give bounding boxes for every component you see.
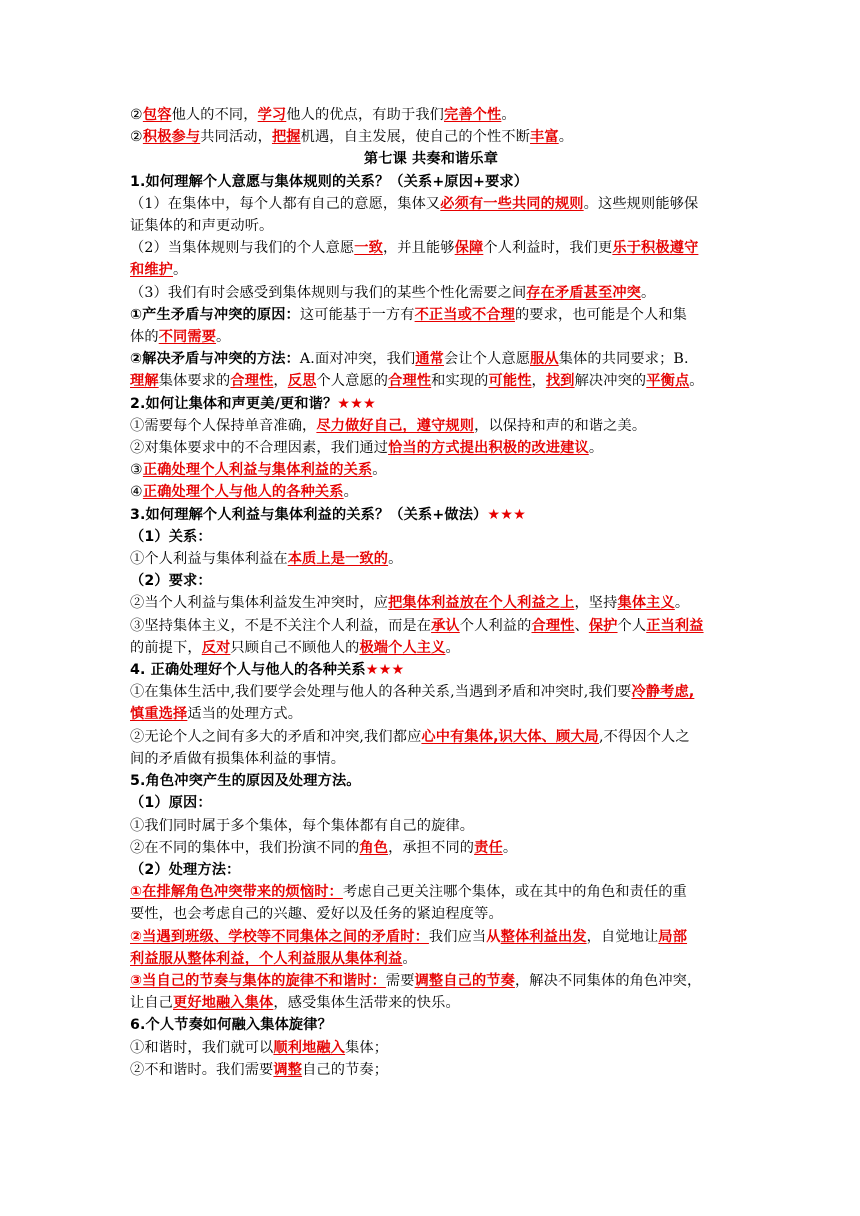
highlight-key-phrase: ②当遇到班级、学校等不同集体之间的矛盾时： <box>130 928 429 945</box>
text-run: 证集体的和声更动听。 <box>130 218 274 235</box>
highlight-key-phrase: 调整 <box>273 1061 303 1078</box>
text-line <box>130 703 732 725</box>
highlight-key-phrase: 更好地融入集体 <box>173 995 274 1012</box>
highlight-key-phrase: 一致 <box>354 240 383 257</box>
text-run: ，感受集体生活带来的快乐。 <box>273 995 460 1012</box>
text-run: 自己的节奏； <box>302 1061 389 1078</box>
highlight-key-phrase: 本质上是一致的 <box>287 551 389 568</box>
text-run: ，并且能够 <box>382 240 455 257</box>
text-run: ②不和谐时。我们需要 <box>130 1061 274 1078</box>
question-heading <box>130 171 732 193</box>
text-line <box>130 237 732 259</box>
highlight-key-phrase: 正确处理个人利益与集体利益的关系 <box>142 462 373 479</box>
highlight-key-phrase: 利益服从整体利益，个人利益服从集体利益 <box>130 950 403 967</box>
text-line <box>130 548 732 570</box>
text-run: 集体； <box>345 1039 389 1056</box>
text-run: （1）在集体中，每个人都有自己的意愿，集体又 <box>130 195 441 212</box>
text-run: 只顾自己不顾他人的 <box>230 639 360 656</box>
text-line <box>130 992 732 1014</box>
text-run: 个人意愿的 <box>316 373 389 390</box>
highlight-key-phrase: 保护 <box>588 617 618 634</box>
question-heading <box>130 393 732 415</box>
highlight-key-phrase: 把集体利益放在个人利益之上 <box>388 595 575 612</box>
text-run: ①和谐时，我们就可以 <box>130 1039 274 1056</box>
bold-label: 4. 正确处理好个人与他人的各种关系 <box>130 662 366 679</box>
text-run: 。 <box>343 484 358 501</box>
text-line <box>130 215 732 237</box>
text-run: 。 <box>388 551 403 568</box>
highlight-key-phrase: 反对 <box>201 639 231 656</box>
text-run: 解决冲突的 <box>574 373 647 390</box>
text-line <box>130 637 732 659</box>
text-run: ①在集体生活中,我们要学会处理与他人的各种关系,当遇到矛盾和冲突时,我们要 <box>130 684 632 701</box>
text-line <box>130 526 732 548</box>
highlight-key-phrase: 恰当的方式提出积极的改进建议 <box>388 440 589 457</box>
bold-label: 2.如何让集体和声更美/更和谐？ <box>130 395 338 412</box>
text-run: 集体要求的 <box>158 373 231 390</box>
text-line <box>130 126 732 148</box>
bold-label: （2）要求： <box>130 573 212 590</box>
highlight-key-phrase: 冷静考虑, <box>631 684 695 701</box>
text-run: ①我们同时属于多个集体，每个集体都有自己的旋律。 <box>130 817 475 834</box>
text-run: ，以保持和声的和谐之美。 <box>474 417 647 434</box>
text-run: 。 <box>445 639 460 656</box>
text-run: 他人的优点，有助于我们 <box>286 107 444 123</box>
text-run: ①个人利益与集体利益在 <box>130 551 288 568</box>
text-run: 要性，也会考虑自己的兴趣、爱好以及任务的紧迫程度等。 <box>130 906 503 923</box>
highlight-key-phrase: 极端个人主义 <box>359 639 446 656</box>
text-run: 需要 <box>385 972 415 989</box>
text-run: 他人的不同， <box>171 107 258 123</box>
highlight-key-phrase: 找到 <box>545 373 575 390</box>
text-run: 间的矛盾做有损集体利益的事情。 <box>130 750 346 767</box>
highlight-key-phrase: 理解 <box>130 373 159 390</box>
text-line <box>130 193 732 215</box>
highlight-key-phrase: 可能性 <box>488 373 532 390</box>
text-run: 。 <box>588 440 604 457</box>
text-line <box>130 104 732 126</box>
bold-label: （2）处理方法： <box>130 861 241 878</box>
text-line <box>130 415 732 437</box>
highlight-key-phrase: 存在矛盾甚至冲突 <box>526 284 641 301</box>
text-run: ， <box>531 373 546 390</box>
question-heading <box>130 1014 732 1036</box>
text-line <box>130 1059 732 1081</box>
text-run: ， <box>273 373 288 390</box>
text-run: A.面对冲突，我们 <box>299 351 416 368</box>
text-run: 集体的共同要求；B. <box>558 351 689 368</box>
text-run: 和实现的 <box>431 373 489 390</box>
bold-label: 3.如何理解个人利益与集体利益的关系？（关系+做法） <box>130 506 488 523</box>
highlight-key-phrase: 正当利益 <box>646 617 704 634</box>
text-run: 。 <box>372 462 387 479</box>
highlight-key-phrase: 乐于积极遵守 <box>612 240 699 257</box>
star-rating: ★★★ <box>365 662 405 679</box>
highlight-key-phrase: 调整自己的节奏 <box>414 972 515 989</box>
highlight-key-phrase: 顺利地融入 <box>273 1039 346 1056</box>
text-run: ，解决不同集体的角色冲突， <box>514 972 702 989</box>
highlight-key-phrase: 通常 <box>415 351 444 368</box>
star-rating: ★★★ <box>487 506 526 523</box>
question-heading <box>130 504 732 526</box>
text-run: 。 <box>689 373 704 390</box>
text-line <box>130 437 732 459</box>
text-run: 。 <box>502 839 518 856</box>
highlight-key-phrase: 心中有集体,识大体、顾大局 <box>421 728 600 745</box>
text-run: ②当个人利益与集体利益发生冲突时，应 <box>130 595 389 612</box>
text-run: 个人 <box>617 617 647 634</box>
text-run: 。这些规则能够保 <box>583 195 699 212</box>
text-line <box>130 259 732 281</box>
highlight-key-phrase: 不正当或不合理 <box>414 306 515 323</box>
highlight-key-phrase: 集体主义 <box>617 595 675 612</box>
text-line <box>130 792 732 814</box>
text-line <box>130 903 732 925</box>
text-run: 。 <box>173 262 188 279</box>
text-line <box>130 948 732 970</box>
text-line <box>130 748 732 770</box>
highlight-key-phrase: 和维护 <box>130 262 174 279</box>
text-run: 。 <box>216 329 231 346</box>
text-run: 适当的处理方式。 <box>187 706 303 723</box>
text-line <box>130 1037 732 1059</box>
text-run: 个人利益的 <box>459 617 532 634</box>
text-run: 。 <box>641 284 656 301</box>
text-run: 我们应当 <box>428 928 487 945</box>
highlight-key-phrase: 正确处理个人与他人的各种关系 <box>142 484 344 501</box>
document-body <box>130 104 732 1081</box>
text-line <box>130 592 732 614</box>
text-run: ②对集体要求中的不合理因素，我们通过 <box>130 440 389 457</box>
text-run: 考虑自己更关注哪个集体，或在其中的角色和责任的重 <box>342 884 687 901</box>
text-run: ①需要每个人保持单音准确， <box>130 417 317 434</box>
bold-label: 6.个人节奏如何融入集体旋律？ <box>130 1017 332 1034</box>
highlight-key-phrase: 平衡点 <box>646 373 690 390</box>
text-run: 。 <box>674 595 690 612</box>
highlight-key-phrase: 反思 <box>287 373 317 390</box>
text-run: ，坚持 <box>574 595 618 612</box>
text-line <box>130 570 732 592</box>
highlight-key-phrase: 不同需要 <box>158 329 217 346</box>
text-run: （2）当集体规则与我们的个人意愿 <box>130 240 355 257</box>
text-run: 的要求，也可能是个人和集 <box>514 306 688 323</box>
text-line <box>130 459 732 481</box>
text-line <box>130 481 732 503</box>
highlight-key-phrase: 丰富 <box>530 129 559 146</box>
text-run: 体的 <box>130 329 159 346</box>
text-run: ② <box>130 107 143 123</box>
highlight-key-phrase: 慎重选择 <box>130 706 188 723</box>
text-run: 机遇，自主发展，使自己的个性不断 <box>300 129 531 146</box>
text-run: ③坚持集体主义，不是不关注个人利益，而是在 <box>130 617 432 634</box>
text-run: ④ <box>130 484 143 501</box>
text-line <box>130 282 732 304</box>
text-line <box>130 815 732 837</box>
highlight-key-phrase: 必须有一些共同的规则 <box>440 195 584 212</box>
lesson-title <box>130 148 732 170</box>
highlight-key-phrase: 整体利益出发 <box>500 928 587 945</box>
text-run: （3）我们有时会感受到集体规则与我们的某些个性化需要之间 <box>130 284 527 301</box>
bold-label: 1.如何理解个人意愿与集体规则的关系？（关系+原因+要求） <box>130 173 529 190</box>
text-run: 、 <box>574 617 589 634</box>
highlight-key-phrase: 责任 <box>474 839 503 856</box>
text-run: ②在不同的集体中，我们扮演不同的 <box>130 839 360 856</box>
text-line <box>130 859 732 881</box>
question-heading <box>130 659 732 681</box>
highlight-key-phrase: 把握 <box>271 129 301 146</box>
text-run: ，承担不同的 <box>388 839 475 856</box>
text-run: ③ <box>130 462 143 479</box>
text-run: 共同活动， <box>200 129 272 146</box>
bold-label: 第七课 共奏和谐乐章 <box>363 151 499 168</box>
text-run: 。 <box>402 950 417 967</box>
highlight-key-phrase: 合理性 <box>388 373 432 390</box>
text-run: 这可能基于一方有 <box>299 306 415 323</box>
text-line <box>130 837 732 859</box>
text-run: ,不得因个人之 <box>599 728 690 745</box>
highlight-word: 从 <box>486 928 501 945</box>
highlight-key-phrase: 服从 <box>530 351 559 368</box>
highlight-key-phrase: ③当自己的节奏与集体的旋律不和谐时： <box>130 972 386 989</box>
text-line <box>130 304 732 326</box>
bold-label: ②解决矛盾与冲突的方法： <box>130 351 300 368</box>
highlight-key-phrase: 角色 <box>359 839 389 856</box>
star-rating: ★★★ <box>337 395 376 412</box>
text-run: ② <box>130 129 143 146</box>
highlight-key-phrase: 学习 <box>257 107 287 123</box>
text-run: 。 <box>558 129 574 146</box>
bold-label: （1）关系： <box>130 528 212 545</box>
text-line <box>130 615 732 637</box>
highlight-key-phrase: 承认 <box>431 617 460 634</box>
text-run: ②无论个人之间有多大的矛盾和冲突,我们都应 <box>130 728 422 745</box>
text-run: 个人利益时，我们更 <box>483 240 613 257</box>
highlight-key-phrase: 局部 <box>658 928 688 945</box>
highlight-key-phrase: 合理性 <box>230 373 274 390</box>
text-line <box>130 326 732 348</box>
text-run: ，自觉地让 <box>586 928 659 945</box>
question-heading <box>130 770 732 792</box>
bold-label: ①产生矛盾与冲突的原因： <box>130 306 300 323</box>
highlight-key-phrase: 合理性 <box>531 617 575 634</box>
highlight-key-phrase: ①在排解角色冲突带来的烦恼时： <box>130 884 343 901</box>
text-line <box>130 926 732 948</box>
bold-label: （1）原因： <box>130 795 212 812</box>
highlight-key-phrase: 包容 <box>142 107 172 123</box>
highlight-key-phrase: 完善个性 <box>444 107 502 123</box>
text-run: 。 <box>501 107 516 123</box>
bold-label: 5.角色冲突产生的原因及处理方法。 <box>130 773 361 790</box>
highlight-key-phrase: 尽力做好自己，遵守规则 <box>316 417 475 434</box>
text-line <box>130 681 732 703</box>
text-line <box>130 726 732 748</box>
highlight-key-phrase: 积极参与 <box>142 129 201 146</box>
text-line <box>130 348 732 370</box>
text-run: 会让个人意愿 <box>444 351 531 368</box>
text-run: 让自己 <box>130 995 174 1012</box>
text-line <box>130 970 732 992</box>
text-line <box>130 881 732 903</box>
highlight-key-phrase: 保障 <box>454 240 484 257</box>
text-line <box>130 370 732 392</box>
text-run: 的前提下， <box>130 639 202 656</box>
